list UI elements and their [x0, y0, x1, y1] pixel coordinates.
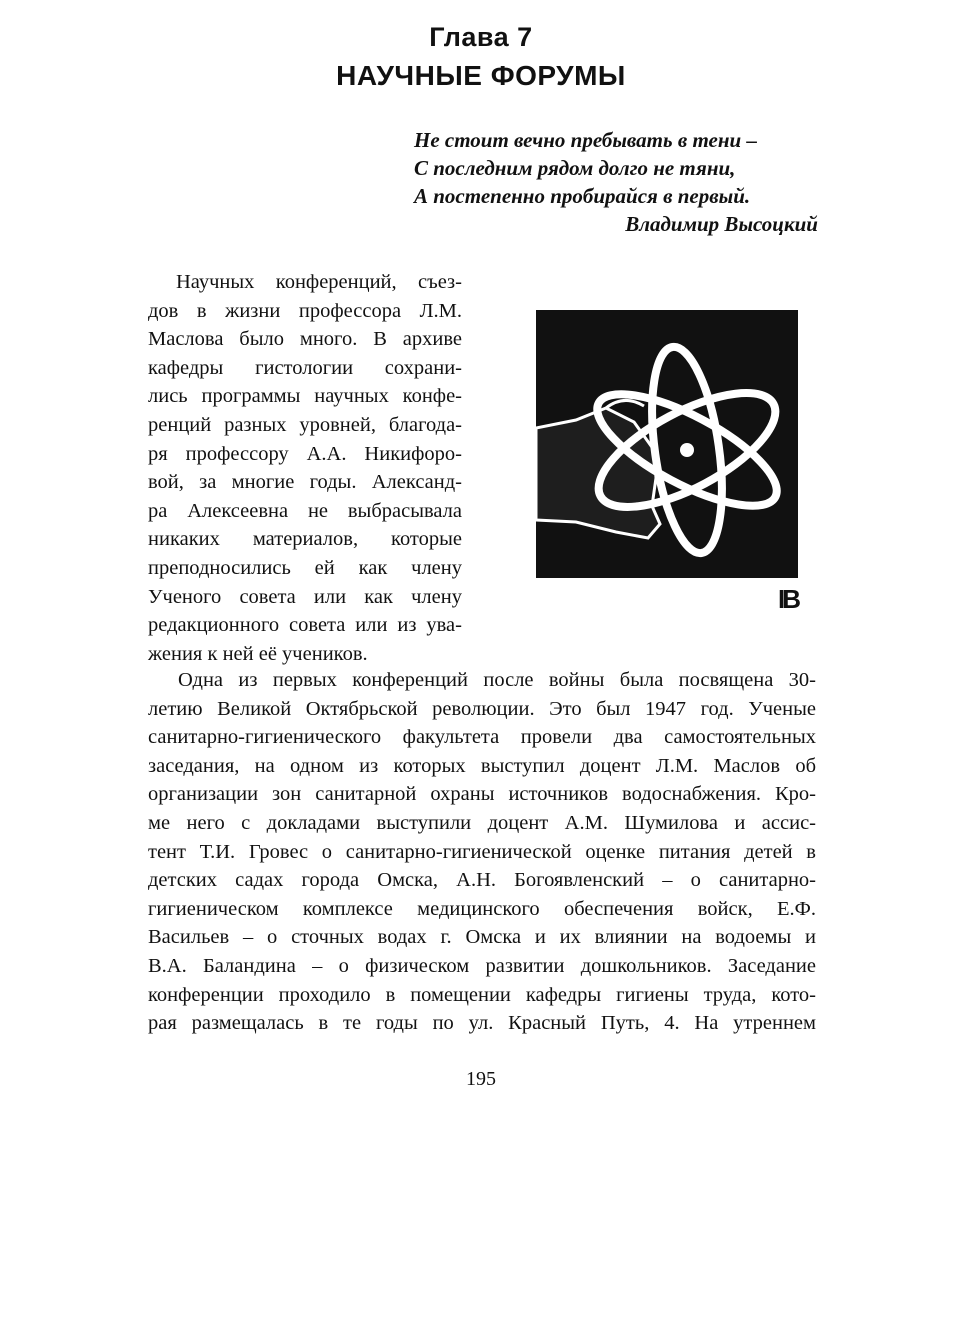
text-line: ря профессору А.А. Никифоро- — [148, 442, 462, 465]
text-line: конференции проходило в помещении кафедры гигиены труда, кото- — [148, 983, 816, 1006]
text-line: летию Великой Октябрьской революции. Это был 1947 год. Ученые — [148, 697, 816, 720]
wrapped-paragraph — [148, 268, 462, 668]
text-line: никаких материалов, которые — [148, 528, 462, 551]
text-line: Маслова было много. В архиве — [148, 328, 462, 351]
atom-hand-emblem-icon — [536, 310, 798, 578]
text-line: детских садах города Омска, А.Н. Богоявленский – о санитарно- — [148, 869, 816, 892]
text-line: В.А. Баландина – о физическом развитии дошкольников. Заседание — [148, 954, 816, 977]
epigraph-line: Не стоит вечно пребывать в тени – — [414, 128, 757, 152]
text-line: кафедры гистологии сохрани- — [148, 356, 462, 379]
text-line: редакционного совета или из ува- — [148, 614, 462, 637]
chapter-label: Глава 7 — [429, 22, 533, 52]
text-line: Одна из первых конференций после войны была посвящена 30- — [178, 669, 816, 691]
text-line: рая размещалась в те годы по ул. Красный Путь, 4. На утреннем — [148, 1012, 816, 1035]
text-line: гигиеническом комплексе медицинского обеспечения войск, Е.Ф. — [148, 897, 816, 920]
text-line: лись программы научных конфе- — [148, 385, 462, 408]
text-line: Васильев – о сточных водах г. Омска и их влиянии на водоемы и — [148, 926, 816, 949]
text-line: заседания, на одном из которых выступил доцент Л.М. Маслов об — [148, 754, 816, 777]
text-line: дов в жизни профессора Л.М. — [148, 299, 462, 322]
epigraph — [414, 126, 818, 238]
text-line: преподносились ей как члену — [148, 556, 462, 579]
main-paragraph — [148, 666, 816, 1038]
text-line: вой, за многие годы. Александ- — [148, 471, 462, 494]
text-line: организации зон санитарной охраны источников водоснабжения. Кро- — [148, 783, 816, 806]
epigraph-line: С последним рядом долго не тяни, — [414, 156, 736, 180]
text-line: санитарно-гигиенического факультета провели два самостоятельных — [148, 726, 816, 749]
text-line: Ученого совета или как члену — [148, 585, 462, 608]
text-line: ра Алексеевна не выбрасывала — [148, 499, 462, 522]
text-line: ме него с докладами выступили доцент А.М. Шумилова и ассис- — [148, 811, 816, 834]
illustrator-monogram: ІВ — [778, 584, 798, 614]
epigraph-line: А постепенно пробирайся в первый. — [414, 184, 751, 208]
text-line: жения к ней её учеников. — [148, 642, 368, 665]
text-line: Научных конференций, съез- — [176, 271, 462, 293]
page-number: 195 — [466, 1068, 496, 1090]
text-line: ренций разных уровней, благода- — [148, 413, 462, 436]
chapter-title: НАУЧНЫЕ ФОРУМЫ — [336, 60, 626, 91]
text-line: тент Т.И. Гровес о санитарно-гигиенической оценке питания детей в — [148, 840, 816, 863]
epigraph-author: Владимир Высоцкий — [625, 212, 818, 236]
